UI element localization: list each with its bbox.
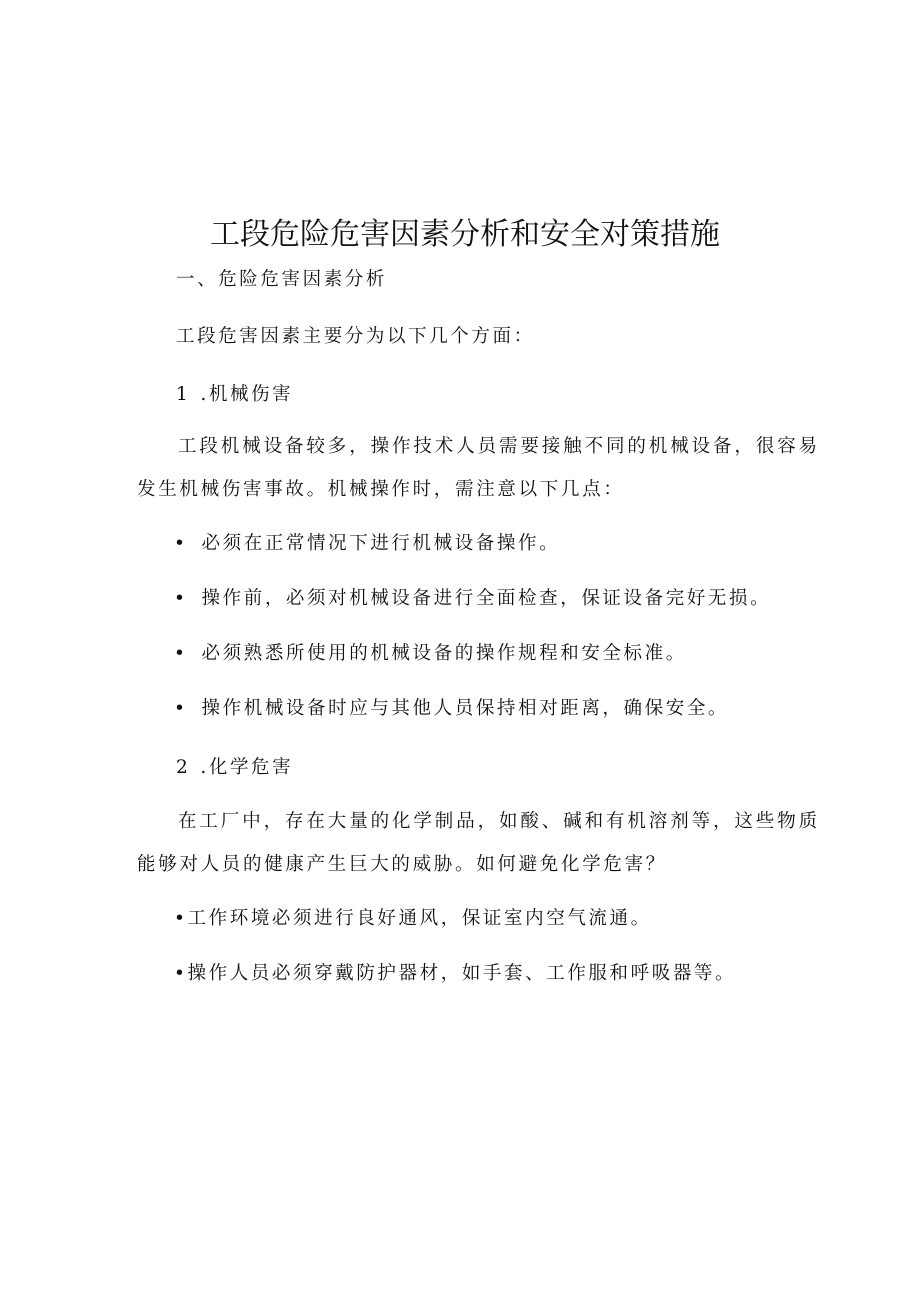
item2-heading bbox=[176, 756, 293, 780]
list-item-text: 操作机械设备时应与其他人员保持相对距离，确保安全。 bbox=[201, 698, 730, 719]
list-item-text: 操作前，必须对机械设备进行全面检查，保证设备完好无损。 bbox=[201, 588, 772, 609]
list-item bbox=[174, 962, 736, 986]
bullet-icon: • bbox=[174, 588, 188, 609]
list-item bbox=[174, 907, 652, 931]
item1-paragraph-line2: 发生机械伤害事故。机械操作时，需注意以下几点： bbox=[137, 479, 625, 500]
item2-number: 2 bbox=[176, 757, 191, 778]
list-item-text: 必须在正常情况下进行机械设备操作。 bbox=[201, 533, 561, 554]
bullet-icon: • bbox=[174, 908, 188, 929]
list-item-text: 必须熟悉所使用的机械设备的操作规程和安全标准。 bbox=[201, 643, 687, 664]
item2-title: .化学危害 bbox=[200, 757, 294, 778]
list-item bbox=[174, 532, 560, 556]
item2-paragraph-line1: 在工厂中，存在大量的化学制品，如酸、碱和有机溶剂等，这些物质 bbox=[178, 811, 821, 832]
bullet-icon: • bbox=[174, 533, 188, 554]
list-item bbox=[174, 642, 687, 666]
list-item bbox=[174, 697, 729, 721]
bullet-icon: • bbox=[174, 698, 188, 719]
item1-paragraph-line1: 工段机械设备较多，操作技术人员需要接触不同的机械设备，很容易 bbox=[178, 436, 821, 457]
bullet-icon: • bbox=[174, 643, 188, 664]
document-title: 工段危险危害因素分析和安全对策措施 bbox=[210, 217, 720, 252]
item1-number: 1 bbox=[176, 384, 191, 405]
list-item-text: 操作人员必须穿戴防护器材，如手套、工作服和呼吸器等。 bbox=[187, 963, 737, 984]
list-item bbox=[174, 587, 771, 611]
list-item-text: 工作环境必须进行良好通风，保证室内空气流通。 bbox=[187, 908, 652, 929]
bullet-icon: • bbox=[174, 963, 188, 984]
item1-heading bbox=[176, 383, 293, 407]
item2-paragraph-line2: 能够对人员的健康产生巨大的威胁。如何避免化学危害？ bbox=[137, 854, 668, 875]
item1-title: .机械伤害 bbox=[200, 384, 294, 405]
section-heading: 一、危险危害因素分析 bbox=[176, 269, 388, 290]
intro-text: 工段危害因素主要分为以下几个方面： bbox=[176, 326, 535, 347]
